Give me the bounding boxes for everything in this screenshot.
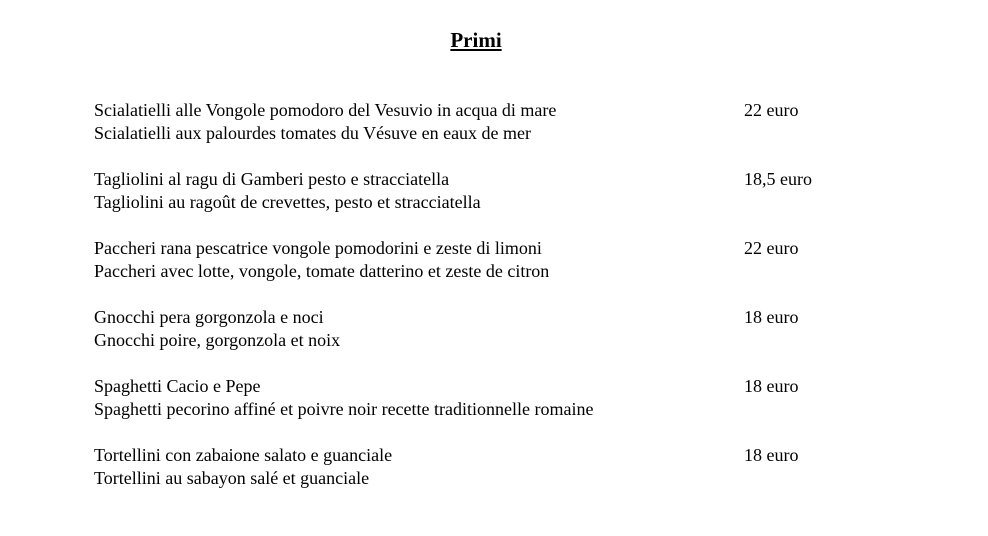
dish-name-french: Scialatielli aux palourdes tomates du Vésuve en eaux de mer <box>94 123 532 143</box>
dish-item <box>94 306 894 375</box>
dish-name-italian: Scialatielli alle Vongole pomodoro del Vesuvio in acqua di mare <box>94 100 557 120</box>
dish-item <box>94 168 894 237</box>
dish-item <box>94 444 894 513</box>
dish-list <box>94 99 894 513</box>
dish-item <box>94 375 894 444</box>
dish-name-italian: Tortellini con zabaione salato e guanciale <box>94 445 393 465</box>
dish-name-italian: Tagliolini al ragu di Gamberi pesto e stracciatella <box>94 169 450 189</box>
dish-name-french: Tortellini au sabayon salé et guanciale <box>94 468 370 488</box>
dish-name-french: Paccheri avec lotte, vongole, tomate datterino et zeste de citron <box>94 261 550 281</box>
dish-name-french: Gnocchi poire, gorgonzola et noix <box>94 330 341 350</box>
dish-item <box>94 237 894 306</box>
dish-name-italian: Spaghetti Cacio e Pepe <box>94 376 261 396</box>
dish-price: 18 euro <box>744 307 799 327</box>
dish-price: 18 euro <box>744 376 799 396</box>
menu-section-title: Primi <box>450 28 502 52</box>
dish-item <box>94 99 894 168</box>
dish-price: 18,5 euro <box>744 169 812 189</box>
dish-name-french: Spaghetti pecorino affiné et poivre noir recette traditionnelle romaine <box>94 399 594 419</box>
dish-price: 22 euro <box>744 238 799 258</box>
dish-name-french: Tagliolini au ragoût de crevettes, pesto et stracciatella <box>94 192 481 212</box>
dish-price: 22 euro <box>744 100 799 120</box>
dish-name-italian: Paccheri rana pescatrice vongole pomodorini e zeste di limoni <box>94 238 542 258</box>
dish-price: 18 euro <box>744 445 799 465</box>
dish-name-italian: Gnocchi pera gorgonzola e noci <box>94 307 324 327</box>
